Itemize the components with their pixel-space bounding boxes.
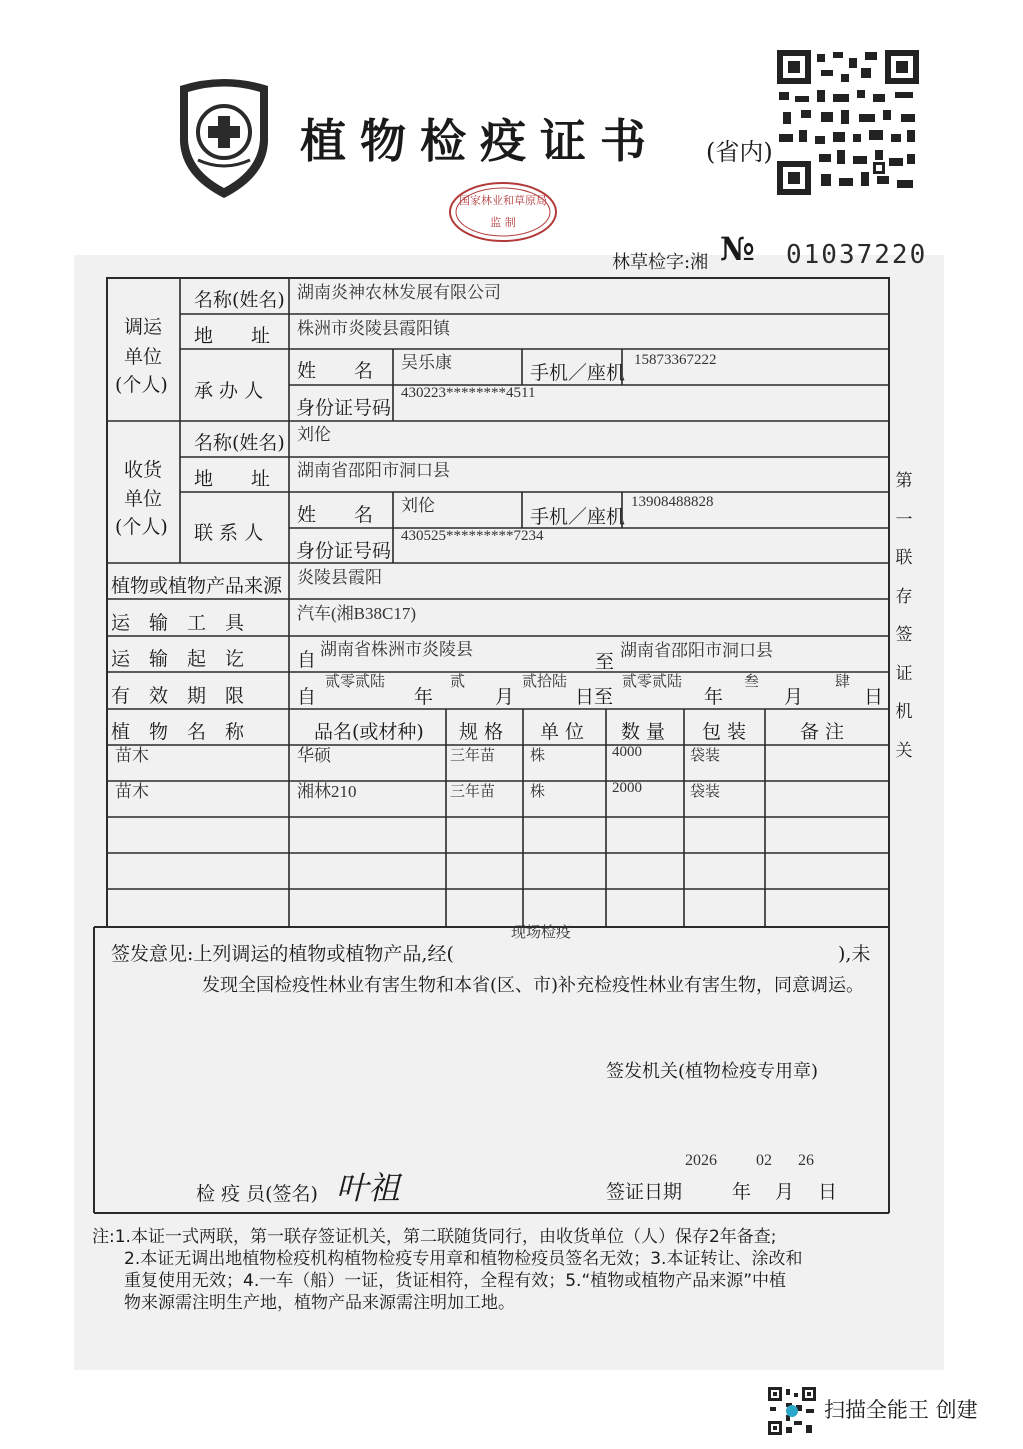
transport-value: 汽车(湘B38C17) [297, 604, 416, 623]
receiver-address-value: 湖南省邵阳市洞口县 [297, 461, 450, 480]
table-header-plant: 植 物 名 称 [111, 721, 245, 743]
receiver-phone-label: 手机／座机 [530, 506, 626, 528]
origin-value: 炎陵县霞阳 [297, 568, 382, 587]
validity-from-prefix: 自 [297, 686, 317, 708]
table-row-unit: 株 [530, 784, 546, 800]
table-header-unit: 单 位 [540, 721, 585, 743]
table-row-plant: 苗木 [115, 782, 149, 801]
document-subtitle: (省内) [706, 138, 773, 166]
validity-end-year-unit: 年 [704, 686, 724, 708]
note-line-2: 2.本证无调出地植物检疫机构植物检疫专用章和植物检疫员签名无效；3.本证转让、涂改和 [124, 1249, 803, 1269]
inspector-label: 检 疫 员(签名) [196, 1183, 318, 1205]
note-line-1: 注:1.本证一式两联，第一联存签证机关，第二联随货同行，由收货单位（人）保存2年备查; [92, 1227, 777, 1247]
issuer-label: 签发机关(植物检疫专用章) [606, 1061, 819, 1082]
receiver-name-value: 刘伦 [297, 425, 331, 444]
table-header-remark: 备 注 [800, 721, 845, 743]
sign-year: 2026 [685, 1152, 717, 1169]
validity-start-year: 贰零贰陆 [325, 674, 386, 690]
origin-label: 植物或植物产品来源 [111, 575, 283, 597]
shipper-phone-value: 15873367222 [634, 352, 717, 368]
receiver-name-label: 名称(姓名) [194, 432, 285, 454]
qr-code-icon [777, 50, 919, 195]
document-title: 植物检疫证书 [300, 114, 660, 168]
seal-bottom-text: 监 制 [490, 216, 516, 229]
opinion-line1: 签发意见:上列调运的植物或植物产品,经( [111, 943, 454, 965]
validity-end-day: 肆 [835, 674, 851, 690]
shipper-phone-label: 手机／座机 [530, 362, 626, 384]
sign-month: 02 [756, 1152, 772, 1169]
receiver-section-label-2: 单位 [124, 488, 163, 510]
receiver-id-value: 430525*********7234 [401, 528, 544, 544]
shipper-handler-label: 承 办 人 [194, 380, 264, 402]
table-row-plant: 苗木 [115, 746, 149, 765]
table-header-spec: 规 格 [459, 721, 504, 743]
receiver-person-name-label: 姓 名 [297, 504, 374, 526]
receiver-id-label: 身份证号码 [296, 540, 392, 562]
validity-label: 有 效 期 限 [111, 685, 245, 707]
scanner-watermark-text: 扫描全能王 创建 [824, 1398, 978, 1422]
validity-day-to: 日至 [575, 686, 614, 708]
receiver-person-name-value: 刘伦 [401, 496, 435, 515]
table-header-pack: 包 装 [702, 721, 747, 743]
inspector-signature: 叶祖 [336, 1169, 401, 1207]
shipper-id-label: 身份证号码 [296, 397, 392, 419]
certificate-number-mark: № [720, 230, 755, 268]
table-row-variety: 华硕 [297, 746, 331, 765]
table-row-pack: 袋装 [690, 784, 721, 800]
shipper-name-value: 湖南炎神农林发展有限公司 [297, 283, 501, 302]
sign-day-unit: 日 [818, 1181, 838, 1203]
table-row-pack: 袋装 [690, 748, 721, 764]
table-header-qty: 数 量 [621, 721, 666, 743]
certificate-number-label: 林草检字:湘 [612, 252, 709, 273]
inspection-method: 现场检疫 [511, 925, 572, 941]
opinion-line2: 发现全国检疫性林业有害生物和本省(区、市)补充检疫性林业有害生物，同意调运。 [202, 975, 865, 996]
receiver-address-label: 地 址 [194, 468, 271, 490]
opinion-line1-end: ),未 [838, 943, 871, 965]
route-to-prefix: 至 [595, 651, 615, 673]
validity-end-year: 贰零贰陆 [622, 674, 683, 690]
date-label: 签证日期 [606, 1181, 683, 1203]
shipper-section-label: 调运 [124, 316, 163, 338]
transport-label: 运 输 工 具 [111, 612, 245, 634]
table-row-variety: 湘林210 [297, 782, 357, 801]
route-label: 运 输 起 讫 [111, 648, 245, 670]
shipper-address-label: 地 址 [194, 325, 271, 347]
shipper-name-label: 名称(姓名) [194, 289, 285, 311]
table-row-qty: 4000 [612, 744, 642, 760]
table-header-variety: 品名(或材种) [314, 721, 424, 743]
validity-start-month-unit: 月 [495, 686, 515, 708]
table-row-qty: 2000 [612, 780, 642, 796]
receiver-section-label-3: (个人) [115, 516, 168, 538]
table-row-spec: 三年苗 [450, 748, 496, 764]
shipper-section-label-3: (个人) [115, 374, 168, 396]
note-line-4: 物来源需注明生产地，植物产品来源需注明加工地。 [124, 1293, 515, 1313]
shipper-person-name-value: 吴乐康 [401, 353, 452, 372]
table-row-unit: 株 [530, 748, 546, 764]
validity-end-month-unit: 月 [784, 686, 804, 708]
validity-end-day-unit: 日 [864, 686, 884, 708]
validity-start-day: 贰拾陆 [522, 674, 568, 690]
sign-month-unit: 月 [775, 1181, 795, 1203]
table-row-spec: 三年苗 [450, 784, 496, 800]
validity-end-month: 叁 [744, 674, 760, 690]
plant-quarantine-emblem-icon [176, 72, 272, 200]
sign-day: 26 [798, 1152, 814, 1169]
seal-top-text: 国家林业和草原局 [459, 194, 547, 207]
official-seal-icon [447, 180, 559, 244]
receiver-contact-label: 联 系 人 [194, 522, 264, 544]
scanner-qr-icon [768, 1387, 816, 1435]
shipper-address-value: 株洲市炎陵县霞阳镇 [297, 319, 450, 338]
route-to-value: 湖南省邵阳市洞口县 [620, 641, 773, 660]
certificate-number: 01037220 [786, 240, 928, 270]
note-line-3: 重复使用无效；4.一车（船）一证，货证相符，全程有效；5.“植物或植物产品来源”中植 [124, 1271, 787, 1291]
receiver-section-label: 收货 [124, 459, 163, 481]
side-copy-label: 第 一 联 存 签 证 机 关 [895, 471, 913, 761]
receiver-phone-value: 13908488828 [631, 494, 714, 510]
route-from-value: 湖南省株洲市炎陵县 [320, 640, 473, 659]
route-from-prefix: 自 [297, 649, 317, 671]
shipper-id-value: 430223********4511 [401, 385, 536, 401]
validity-start-month: 贰 [450, 674, 466, 690]
shipper-person-name-label: 姓 名 [297, 360, 374, 382]
sign-year-unit: 年 [732, 1181, 752, 1203]
shipper-section-label-2: 单位 [124, 346, 163, 368]
validity-start-year-unit: 年 [414, 686, 434, 708]
